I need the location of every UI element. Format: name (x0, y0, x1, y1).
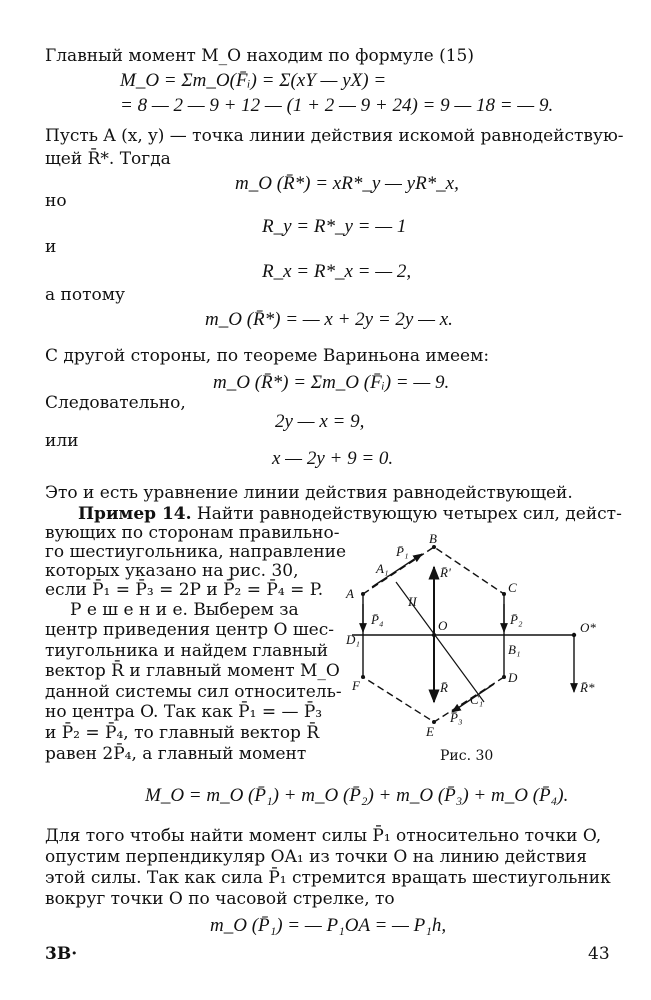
text-line: С другой стороны, по теореме Вариньона имеем: (45, 346, 490, 366)
text-line: тиугольника и найдем главный (45, 641, 329, 661)
formula: M_O = Σm_O(F̄ᵢ) = Σ(xY — yX) = (120, 70, 387, 91)
label-b: B (429, 532, 437, 546)
example-heading (78, 504, 622, 524)
text-line: Для того чтобы найти момент силы P̄₁ относительно точки O, (45, 826, 602, 846)
text-line: равен 2P̄₄, а главный момент (45, 744, 307, 764)
text-line: Р е ш е н и е. Выберем за (70, 600, 299, 620)
text-line: вокруг точки O по часовой стрелке, то (45, 889, 395, 909)
page-number: 43 (588, 944, 610, 964)
label-c: C (508, 580, 517, 595)
text-line: Главный момент M_O находим по формуле (15) (45, 46, 474, 66)
label-d: D (508, 670, 518, 685)
figure-hexagon (336, 532, 651, 772)
text-line: го шестиугольника, направление (45, 542, 347, 562)
label-a: A (346, 586, 354, 601)
text-line: центр приведения центр O шес- (45, 620, 334, 640)
example-label: Пример 14. (78, 504, 192, 524)
formula: R_x = R*_x = — 2, (262, 261, 412, 282)
formula: 2y — x = 9, (275, 411, 365, 432)
label-r-prime: R̄' (440, 565, 451, 580)
text-line: Пусть A (x, y) — точка линии действия искомой равнодействую- (45, 126, 624, 146)
label-e: E (426, 724, 434, 739)
text-line: вектор R̄ и главный момент M_O (45, 661, 340, 681)
label-p4: P̄₄ (371, 612, 384, 627)
formula: m_O (R̄*) = — x + 2y = 2y — x. (205, 309, 453, 330)
text-line: если P̄₁ = P̄₃ = 2P и P̄₂ = P̄₄ = P. (45, 580, 324, 600)
footer-signature: 3В· (45, 944, 78, 964)
formula: x — 2y + 9 = 0. (272, 448, 394, 469)
example-text: Найти равнодействующую четырех сил, дейст- (196, 504, 622, 524)
label-o-star: O* (580, 620, 596, 635)
text-line: но центра O. Так как P̄₁ = — P̄₃ (45, 702, 323, 722)
label-b1: B₁ (508, 642, 521, 657)
label-p2: P̄₂ (510, 612, 523, 627)
label-p3: P̄₃ (450, 710, 463, 725)
label-p1: P̄₁ (396, 544, 409, 559)
figure-svg (336, 532, 651, 772)
text-line: данной системы сил относитель- (45, 682, 342, 702)
text-line: а потому (45, 285, 125, 305)
text-line: Это и есть уравнение линии действия равнодействующей. (45, 483, 573, 503)
label-ii: II (408, 594, 417, 609)
figure-caption: Рис. 30 (440, 748, 494, 764)
text-line: и (45, 237, 57, 257)
text-line: этой силы. Так как сила P̄₁ стремится вращать шестиугольник (45, 868, 611, 888)
label-f: F (352, 678, 360, 693)
text-line: щей R̄*. Тогда (45, 149, 171, 169)
text-line: вующих по сторонам правильно- (45, 523, 340, 543)
text-line: но (45, 191, 67, 211)
label-c1: C₁ (470, 692, 484, 707)
formula: = 8 — 2 — 9 + 12 — (1 + 2 — 9 + 24) = 9 — 18 = — 9. (120, 95, 554, 116)
text-line: которых указано на рис. 30, (45, 561, 299, 581)
formula: M_O = m_O (P̄₁) + m_O (P̄₂) + m_O (P̄₃) + m_O (P̄₄). (145, 785, 569, 806)
text-line: опустим перпендикуляр OA₁ из точки O на линию действия (45, 847, 587, 867)
formula: m_O (R̄*) = xR*_y — yR*_x, (235, 173, 459, 194)
label-r: R̄ (440, 680, 448, 695)
formula: m_O (P̄₁) = — P₁OA = — P₁h, (210, 915, 447, 936)
text-line: Следовательно, (45, 393, 186, 413)
label-a1: A₁ (376, 561, 389, 576)
label-d1: D₁ (346, 632, 360, 647)
label-r-star: R̄* (580, 680, 595, 695)
formula: m_O (R̄*) = Σm_O (F̄ᵢ) = — 9. (213, 372, 450, 393)
text-line: или (45, 431, 79, 451)
label-o: O (438, 618, 448, 633)
text-line: и P̄₂ = P̄₄, то главный вектор R̄ (45, 723, 320, 743)
formula: R_y = R*_y = — 1 (262, 216, 407, 237)
